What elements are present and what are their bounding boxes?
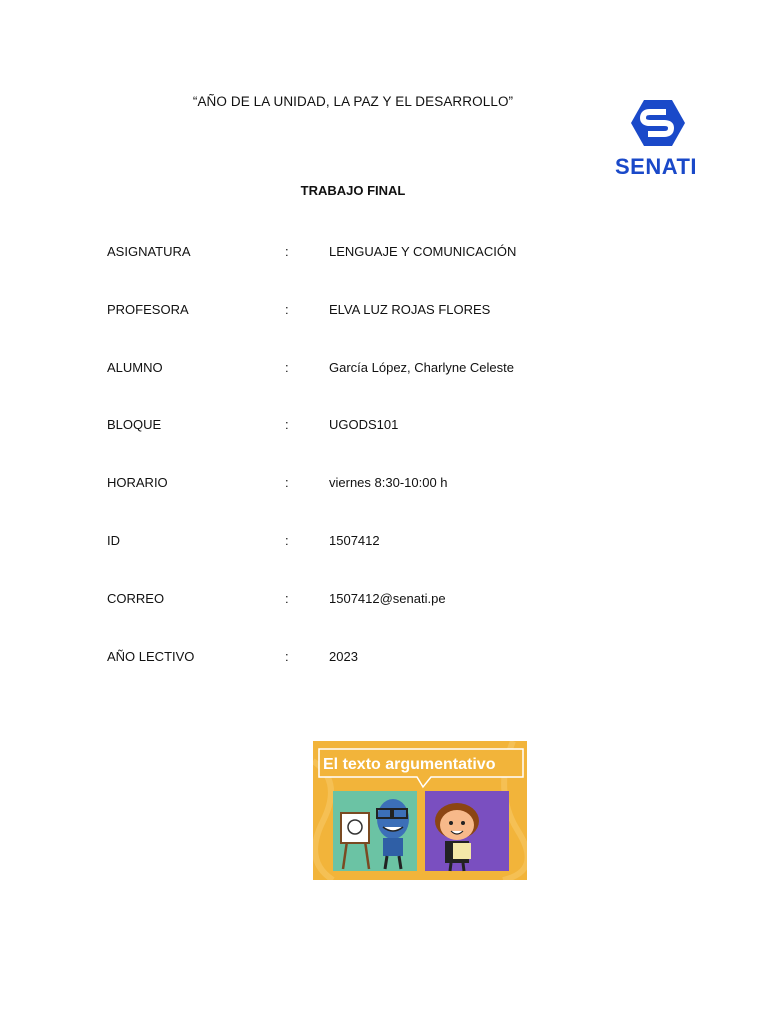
illustration-caption: El texto argumentativo: [323, 756, 496, 773]
field-value: 2023: [329, 648, 358, 664]
field-id: [107, 533, 667, 591]
field-separator: :: [285, 648, 289, 664]
field-bloque: [107, 417, 667, 475]
field-value: 1507412@senati.pe: [329, 590, 446, 606]
field-separator: :: [285, 417, 289, 433]
field-label: AÑO LECTIVO: [107, 648, 195, 664]
field-separator: :: [285, 359, 289, 375]
field-profesora: [107, 302, 667, 360]
field-alumno: [107, 360, 667, 418]
field-separator: :: [285, 475, 289, 491]
field-label: HORARIO: [107, 475, 168, 491]
field-value: viernes 8:30-10:00 h: [329, 475, 448, 491]
field-label: ALUMNO: [107, 359, 163, 375]
field-value: LENGUAJE Y COMUNICACIÓN: [329, 244, 517, 259]
field-separator: :: [285, 301, 289, 317]
field-label: CORREO: [107, 590, 165, 606]
field-correo: [107, 591, 667, 649]
senati-logo: [606, 96, 710, 188]
field-ano-lectivo: [107, 649, 667, 707]
senati-emblem-icon: [606, 96, 710, 156]
field-horario: [107, 475, 667, 533]
field-value: ELVA LUZ ROJAS FLORES: [329, 301, 491, 317]
field-label: PROFESORA: [107, 301, 189, 317]
field-value: 1507412: [329, 532, 380, 548]
field-label: ASIGNATURA: [107, 244, 191, 259]
senati-logo-text: SENATI: [614, 154, 698, 179]
field-value: García López, Charlyne Celeste: [329, 359, 514, 375]
field-asignatura: [107, 244, 667, 302]
field-label: BLOQUE: [107, 417, 162, 433]
illustration-image: [313, 741, 527, 880]
field-separator: :: [285, 590, 289, 606]
field-separator: :: [285, 532, 289, 548]
argumentative-text-illustration: [313, 741, 527, 880]
field-label: ID: [107, 532, 120, 548]
info-fields: [107, 244, 667, 706]
field-separator: :: [285, 244, 289, 259]
year-motto: “AÑO DE LA UNIDAD, LA PAZ Y EL DESARROLLO”: [192, 94, 514, 109]
document-title: TRABAJO FINAL: [300, 183, 406, 198]
field-value: UGODS101: [329, 417, 399, 433]
